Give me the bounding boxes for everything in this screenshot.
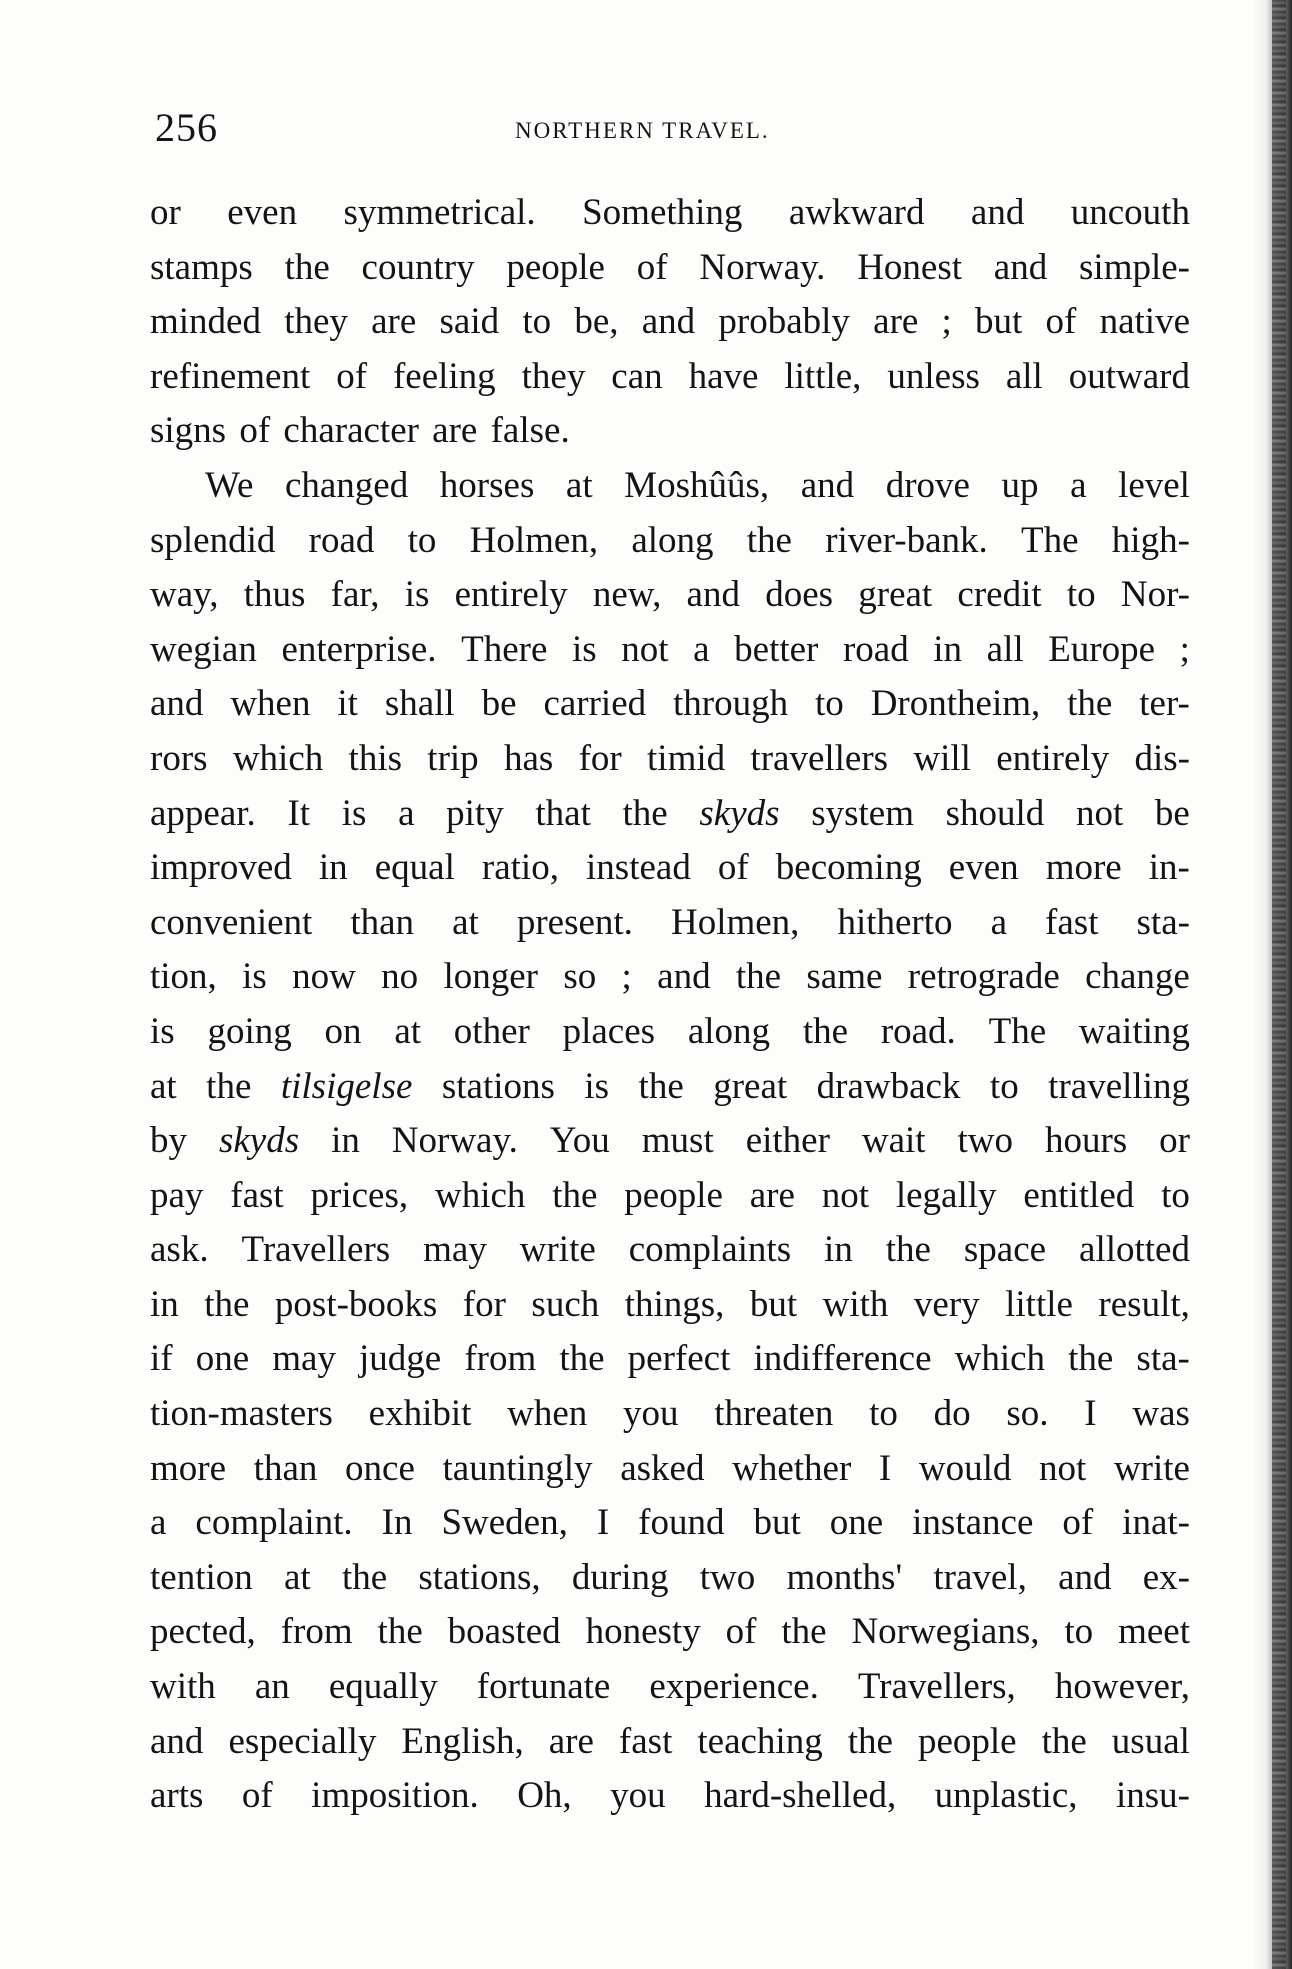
text-line: if one may judge from the perfect indifference which the sta- <box>150 1338 1190 1380</box>
text-line: or even symmetrical. Something awkward and uncouth <box>150 192 1190 233</box>
text-line: pay fast prices, which the people are not legally entitled to <box>150 1174 1190 1216</box>
text-line: ask. Travellers may write complaints in the space allotted <box>150 1229 1190 1271</box>
text-line: is going on at other places along the road. The waiting <box>150 1010 1190 1052</box>
text-line: in the post-books for such things, but with very little result, <box>150 1283 1190 1325</box>
text-line: tion, is now no longer so ; and the same retrograde change <box>150 956 1190 998</box>
text-line: minded they are said to be, and probably are ; but of native <box>150 301 1190 343</box>
text-line: more than once tauntingly asked whether I would not write <box>150 1447 1190 1489</box>
text-line: and especially English, are fast teaching the people the usual <box>150 1720 1190 1762</box>
text-line: refinement of feeling they can have little, unless all outward <box>150 355 1190 397</box>
text-line: rors which this trip has for timid travellers will entirely dis- <box>150 737 1190 779</box>
text-line: arts of imposition. Oh, you hard-shelled, unplastic, insu- <box>150 1775 1190 1817</box>
page-number: 256 <box>155 105 218 150</box>
text-line: wegian enterprise. There is not a better road in all Europe ; <box>150 628 1190 670</box>
text-line: by skyds in Norway. You must either wait two hours or <box>150 1120 1190 1162</box>
running-head: NORTHERN TRAVEL. <box>515 118 770 143</box>
text-line: at the tilsigelse stations is the great drawback to travelling <box>150 1065 1190 1107</box>
text-line: We changed horses at Moshûûs, and drove up a level <box>205 464 1190 506</box>
text-line: stamps the country people of Norway. Honest and simple- <box>150 246 1190 288</box>
text-line: and when it shall be carried through to Drontheim, the ter- <box>150 683 1190 725</box>
text-line: way, thus far, is entirely new, and does great credit to Nor- <box>150 574 1190 616</box>
page-header <box>155 103 1185 153</box>
text-line: a complaint. In Sweden, I found but one instance of inat- <box>150 1502 1190 1544</box>
text-line: pected, from the boasted honesty of the Norwegians, to meet <box>150 1611 1190 1653</box>
text-line: tion-masters exhibit when you threaten to do so. I was <box>150 1393 1190 1435</box>
text-line: with an equally fortunate experience. Travellers, however, <box>150 1666 1190 1708</box>
body-text <box>150 186 1190 1824</box>
text-line: tention at the stations, during two months' travel, and ex- <box>150 1556 1190 1598</box>
binding-edge <box>1272 0 1286 1969</box>
text-line: appear. It is a pity that the skyds system should not be <box>150 792 1190 834</box>
text-line: improved in equal ratio, instead of becoming even more in- <box>150 847 1190 889</box>
text-line: convenient than at present. Holmen, hitherto a fast sta- <box>150 901 1190 943</box>
text-line: signs of character are false. <box>150 410 570 452</box>
text-line: splendid road to Holmen, along the river-bank. The high- <box>150 519 1190 561</box>
